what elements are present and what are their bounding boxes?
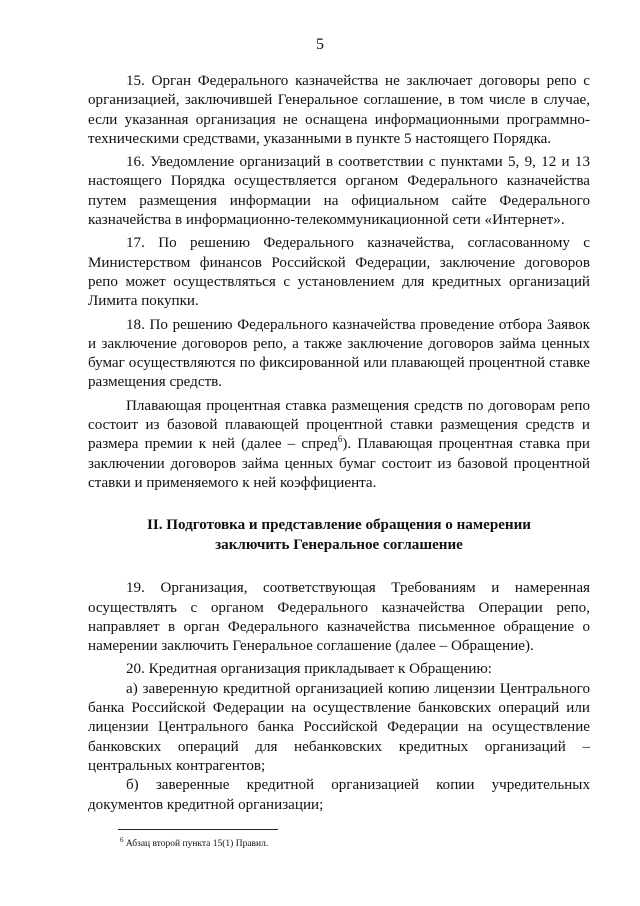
paragraph-17: 17. По решению Федерального казначейства, согласованному с Министерством финансов Российской Федерации, заключение договоров репо может осуществляться с установлением для кредитных организаций Лимита покупки. (88, 235, 590, 310)
section-heading-line-2: заключить Генеральное соглашение (215, 537, 463, 554)
footnote-number: 6 (120, 835, 124, 844)
footnote-text: Абзац второй пункта 15(1) Правил. (123, 839, 269, 849)
paragraph-floating-rate (88, 397, 590, 493)
document-body (88, 72, 590, 815)
paragraph-15: 15. Орган Федерального казначейства не заключает договоры репо с организацией, заключившей Генеральное соглашение, в том числе в случае, если указанная организация не оснащена информационными программно-техническими средствами, указанными в пункте 5 настоящего Порядка. (88, 73, 590, 147)
paragraph-19: 19. Организация, соответствующая Требованиям и намеренная осуществлять с органом Федерального казначейства Операции репо, направляет в орган Федерального казначейства письменное обращение о намерении заключить Генеральное соглашение (далее – Обращение). (88, 580, 590, 655)
paragraph-20-a: а) заверенную кредитной организацией копию лицензии Центрального банка Российской Федерации на осуществление банковских операций или лицензии Центрального банка Российской Федерации на осуществление банковских операций для небанковских кредитных организаций – центральных контрагентов; (88, 680, 590, 774)
section-heading-line-1: II. Подготовка и представление обращения о намерении (147, 517, 531, 534)
paragraph-20: 20. Кредитная организация прикладывает к Обращению: (126, 661, 492, 678)
footnote-reference: 6 (337, 434, 343, 445)
page-number: 5 (316, 36, 324, 53)
paragraph-18: 18. По решению Федерального казначейства проведение отбора Заявок и заключение договоров репо, а также заключение договоров займа ценных бумаг осуществляются по фиксированной или плавающей процентной ставке размещения средств. (88, 316, 590, 391)
section-heading (88, 515, 590, 555)
footnote (120, 835, 269, 850)
rate-text-before: Плавающая процентная ставка размещения средств по договорам репо состоит из базовой плавающей процентной ставки размещения средств и размера премии к ней (далее – спред (88, 397, 590, 453)
rate-text-after: ). Плавающая процентная ставка при заключении договоров займа ценных бумаг состоит из базовой процентной ставки и применяемого к ней коэффициента. (88, 436, 590, 491)
paragraph-16: 16. Уведомление организаций в соответствии с пунктами 5, 9, 12 и 13 настоящего Порядка осуществляется органом Федерального казначейства путем размещения информации на официальном сайте Федерального казначейства в информационно-телекоммуникационной сети «Интернет». (88, 154, 590, 229)
paragraph-20-b: б) заверенные кредитной организацией копии учредительных документов кредитной организации; (88, 777, 590, 813)
footnote-divider (118, 829, 278, 830)
